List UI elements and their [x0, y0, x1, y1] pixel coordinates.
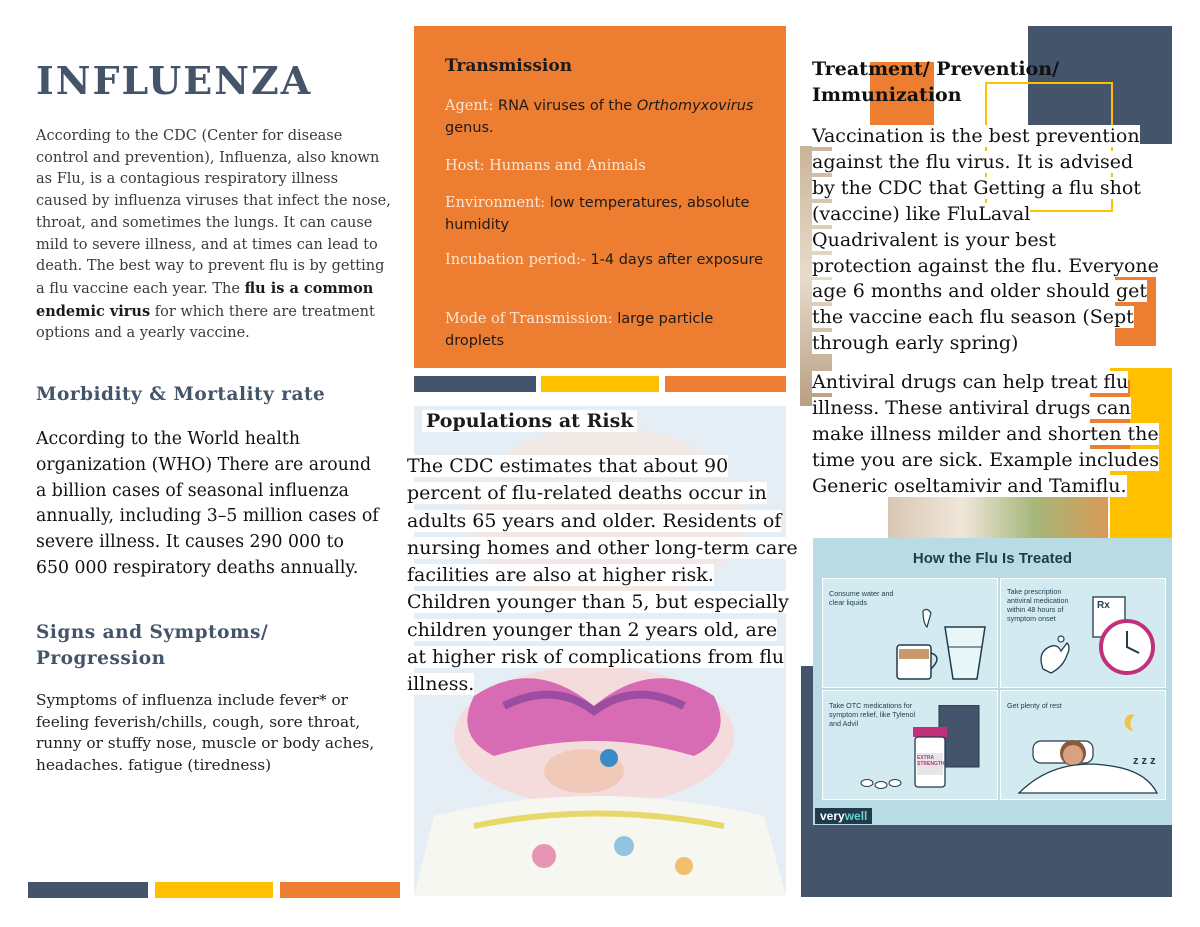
signs-text: Symptoms of influenza include fever* or feeling feverish/chills, cough, sore throat, runny or stuffy nose, muscle or body aches, headaches. fatigue (tiredness) [36, 691, 375, 775]
environment-label: Environment: [445, 195, 550, 211]
agent-genus: Orthomyxovirus [636, 98, 754, 114]
infographic-title: How the Flu Is Treated [912, 550, 1073, 567]
transmission-host [445, 156, 775, 178]
host-label: Host: Humans and Animals [445, 158, 646, 174]
footer-bar-gold [155, 882, 273, 898]
panel-otc [822, 690, 998, 800]
incubation-label: Incubation period:- [445, 252, 591, 268]
intro-text-b: for which there are treatment options and a yearly vaccine. [36, 303, 375, 342]
vaccine-text [812, 124, 1160, 357]
panel-rest [1000, 690, 1166, 800]
sleep-zzz: z z z [1133, 755, 1156, 767]
vaccine-text-content: Vaccination is the best prevention against the flu virus. It is advised by the CDC that Getting a flu shot (vaccine) like FluLaval Quadrivalent is your best protection against the flu. Everyone age 6 months and older should get the vaccine each flu season (Sept through early spring) [812, 125, 1159, 355]
incubation-value: 1-4 days after exposure [590, 252, 764, 268]
panel-antiviral [1000, 578, 1166, 688]
rx-symbol: Rx [1097, 600, 1110, 611]
bottle-label: EXTRA STRENGTH [917, 755, 945, 767]
intro-paragraph [36, 126, 394, 345]
divider-bar-gold [541, 376, 659, 392]
page-title: INFLUENZA [36, 58, 313, 103]
morbidity-heading: Morbidity & Mortality rate [36, 384, 326, 405]
transmission-heading: Transmission [445, 56, 573, 76]
panel-otc-text: Take OTC medications for symptom relief, like Tylenol and Advil [829, 701, 916, 728]
antiviral-text-content: Antiviral drugs can help treat flu illness. These antiviral drugs can make illness milder and shorten the time you are sick. Example includes Generic oseltamivir and Tamiflu. [812, 371, 1160, 497]
morbidity-text: According to the World health organization (WHO) There are around a billion cases of seasonal influenza annually, including 3–5 million cases of severe illness. It causes 290 000 to 650 000 respiratory deaths annually. [36, 429, 379, 578]
mode-value: large particle droplets [445, 311, 714, 349]
flu-treatment-infographic [813, 538, 1172, 825]
agent-value: RNA viruses of the [498, 98, 637, 114]
transmission-environment [445, 193, 775, 236]
footer-bar-orange [280, 882, 400, 898]
transmission-incubation [445, 250, 775, 272]
populations-heading: Populations at Risk [422, 410, 637, 432]
verywell-logo [815, 808, 872, 824]
agent-value-end: genus. [445, 119, 494, 136]
water-glass-icon [883, 607, 993, 683]
intro-text-bold: flu is a common endemic virus [36, 279, 374, 320]
divider-bar-navy [414, 376, 536, 392]
treatment-heading: Treatment/ Prevention/ Immunization [812, 58, 1060, 106]
brand-well: well [844, 809, 868, 823]
agent-label: Agent: [445, 98, 498, 114]
panel-antiviral-text: Take prescription antiviral medication within 48 hours of symptom onset [1007, 587, 1069, 623]
populations-text [407, 453, 799, 699]
panel-rest-text: Get plenty of rest [1007, 701, 1062, 710]
transmission-mode [445, 309, 775, 352]
medicine-bottle-icon [853, 705, 993, 795]
sleeping-person-icon [1017, 707, 1163, 797]
antiviral-text [812, 370, 1160, 500]
environment-value: low temperatures, absolute humidity [445, 195, 750, 233]
divider-bar-orange [665, 376, 786, 392]
brand-very: very [820, 809, 845, 823]
transmission-agent [445, 96, 775, 139]
prescription-clock-icon [1021, 595, 1161, 685]
intro-text-a: According to the CDC (Center for disease control and prevention), Influenza, also known as Flu, is a contagious respiratory illness caused by influenza viruses that infect the nose, throat, and sometimes the lungs. It can cause mild to severe illness, and at times can lead to death. The best way to prevent flu is by getting a flu vaccine each year. The [36, 128, 391, 297]
mode-label: Mode of Transmission: [445, 311, 618, 327]
populations-text-content: The CDC estimates that about 90 percent of flu-related deaths occur in adults 65 years and older. Residents of nursing homes and other long-term care facilities are also at higher risk. Children younger than 5, but especially children younger than 2 years old, are at higher risk of complications from flu illness. [407, 455, 798, 696]
footer-bar-navy [28, 882, 148, 898]
panel-fluids [822, 578, 998, 688]
signs-heading: Signs and Symptoms/ Progression [36, 622, 269, 669]
panel-fluids-text: Consume water and clear liquids [829, 589, 894, 607]
